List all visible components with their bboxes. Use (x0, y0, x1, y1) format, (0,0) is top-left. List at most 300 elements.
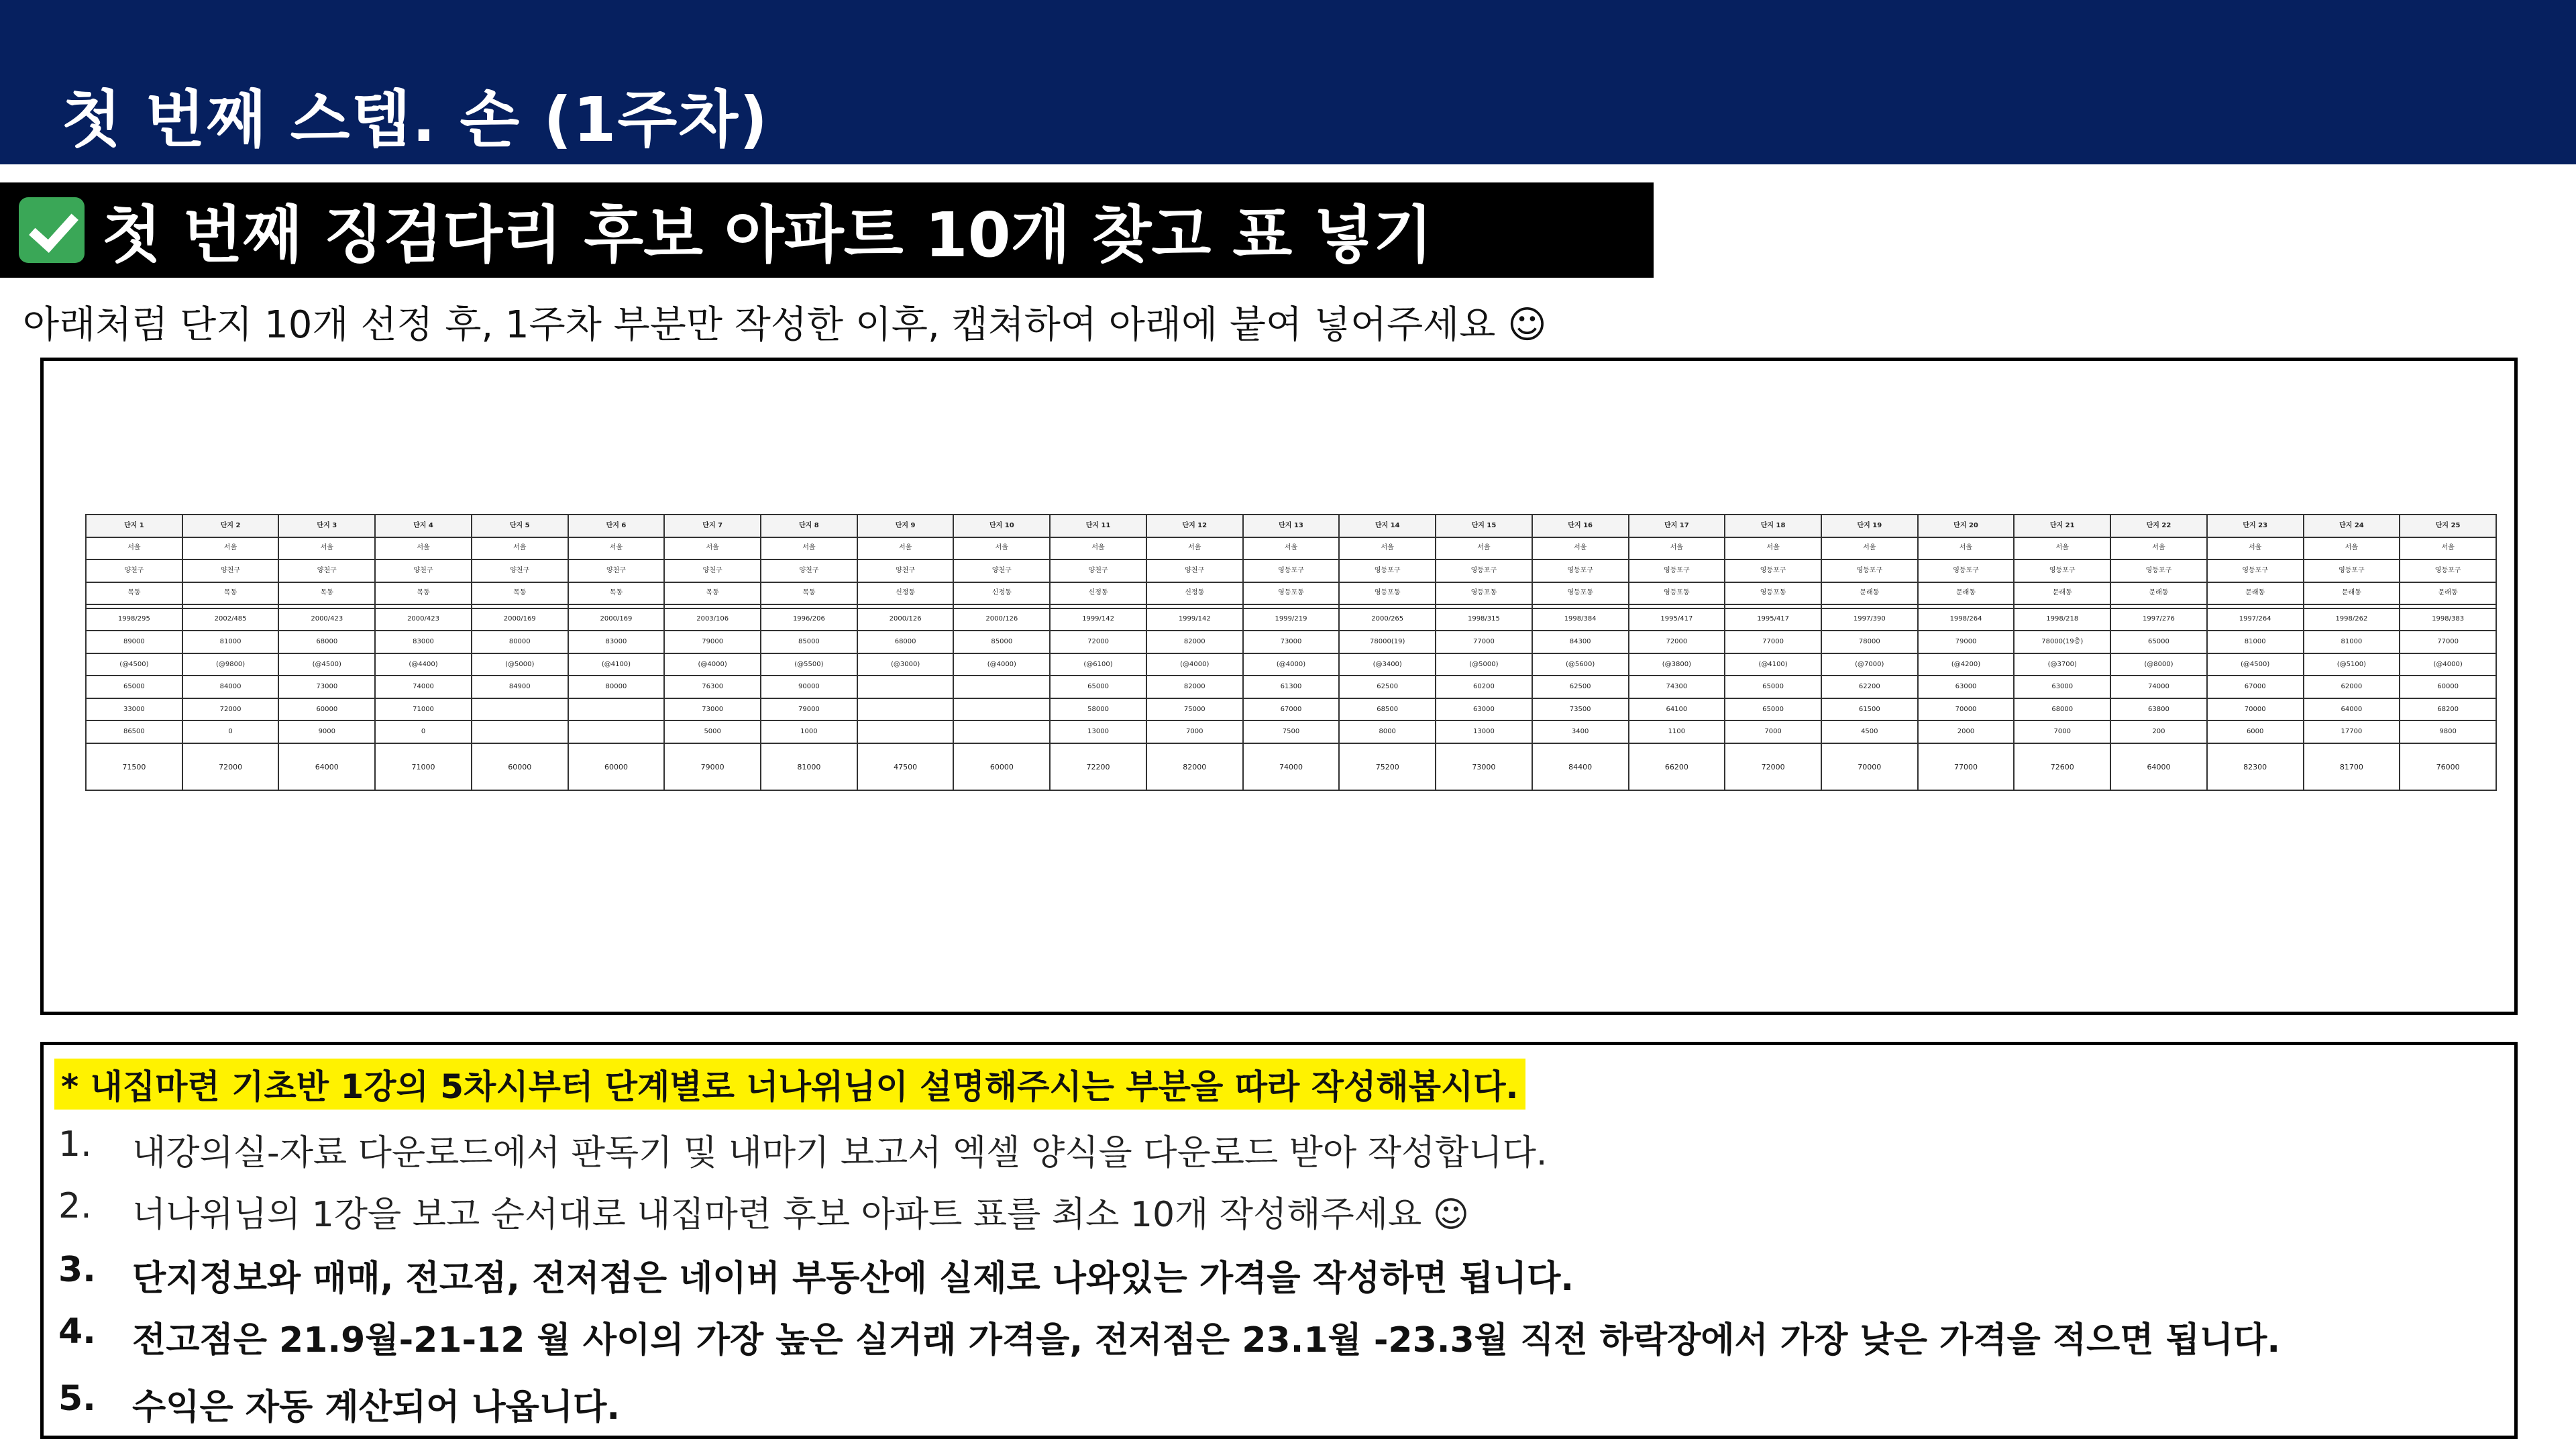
table-cell: 75000 (1146, 698, 1243, 721)
table-cell: 문래동 (2014, 582, 2110, 605)
table-cell: 1000 (761, 720, 857, 743)
table-cell: 0 (375, 720, 472, 743)
table-cell: 70000 (2207, 698, 2304, 721)
table-cell: 70000 (1821, 743, 1918, 790)
table-cell (568, 698, 665, 721)
table-cell: 64000 (2110, 743, 2207, 790)
table-cell: 68500 (1339, 698, 1436, 721)
table-cell: 76300 (664, 676, 761, 698)
table-cell: 문래동 (2400, 582, 2496, 605)
table-cell: 단지 2 (182, 515, 279, 537)
table-cell: 61300 (1243, 676, 1340, 698)
table-cell: 72600 (2014, 743, 2110, 790)
table-cell: 2000/126 (857, 608, 954, 631)
table-cell: 73000 (278, 676, 375, 698)
table-cell: 1998/218 (2014, 608, 2110, 631)
table-cell: 1998/262 (2304, 608, 2400, 631)
table-cell: 7000 (1146, 720, 1243, 743)
table-row (86, 608, 2496, 631)
table-cell (857, 720, 954, 743)
table-cell: (@5000) (1436, 653, 1532, 676)
table-cell: 73000 (1436, 743, 1532, 790)
table-cell: 13000 (1436, 720, 1532, 743)
note-number: 2. (58, 1186, 92, 1226)
table-cell: 목동 (182, 582, 279, 605)
table-cell: 58000 (1050, 698, 1146, 721)
table-cell: 60000 (472, 743, 568, 790)
table-row (86, 720, 2496, 743)
table-cell: 영등포구 (2304, 559, 2400, 582)
table-cell: 서울 (375, 537, 472, 560)
table-cell: 66200 (1629, 743, 1725, 790)
table-cell: 7000 (1725, 720, 1821, 743)
table-cell: 서울 (1629, 537, 1725, 560)
section-title: 첫 번째 징검다리 후보 아파트 10개 찾고 표 넣기 (102, 199, 1433, 271)
table-cell: 82000 (1146, 631, 1243, 653)
table-cell: 84000 (182, 676, 279, 698)
table-cell: 64100 (1629, 698, 1725, 721)
table-cell (857, 698, 954, 721)
table-cell: 서울 (2014, 537, 2110, 560)
table-cell: 4500 (1821, 720, 1918, 743)
table-cell: 7500 (1243, 720, 1340, 743)
table-cell: (@4500) (2207, 653, 2304, 676)
table-cell: 신정동 (1050, 582, 1146, 605)
table-cell: 85000 (761, 631, 857, 653)
table-cell: 65000 (2110, 631, 2207, 653)
table-cell: 79000 (664, 631, 761, 653)
table-cell: 문래동 (1918, 582, 2015, 605)
table-cell: (@5500) (761, 653, 857, 676)
table-cell: 영등포구 (2400, 559, 2496, 582)
table-cell: 13000 (1050, 720, 1146, 743)
table-cell: 1999/142 (1146, 608, 1243, 631)
table-cell: 영등포구 (2207, 559, 2304, 582)
instruction-text (23, 295, 1547, 349)
table-cell: 6000 (2207, 720, 2304, 743)
table-cell: 78000(19) (1339, 631, 1436, 653)
table-cell: 77000 (1436, 631, 1532, 653)
table-cell: 70000 (1918, 698, 2015, 721)
table-cell: 단지 11 (1050, 515, 1146, 537)
table-cell: 서울 (761, 537, 857, 560)
table-cell: 서울 (1339, 537, 1436, 560)
note-item-4 (58, 1311, 2280, 1362)
smile-emoji-icon: ☺ (1507, 303, 1547, 347)
table-cell: 85000 (953, 631, 1050, 653)
table-cell: 단지 12 (1146, 515, 1243, 537)
table-cell: 단지 8 (761, 515, 857, 537)
table-cell: 서울 (1725, 537, 1821, 560)
table-cell: 71500 (86, 743, 182, 790)
table-cell: 영등포구 (1918, 559, 2015, 582)
table-cell: 서울 (1532, 537, 1629, 560)
table-cell: 72000 (182, 698, 279, 721)
table-cell: 0 (182, 720, 279, 743)
table-cell: 목동 (86, 582, 182, 605)
table-cell: (@9800) (182, 653, 279, 676)
table-cell: 1998/384 (1532, 608, 1629, 631)
table-cell: 84900 (472, 676, 568, 698)
table-cell: 82000 (1146, 676, 1243, 698)
note-text: 내강의실-자료 다운로드에서 판독기 및 내마기 보고서 엑셀 양식을 다운로드 받아 작성합니다. (132, 1133, 1548, 1173)
table-cell: 양천구 (568, 559, 665, 582)
table-cell: 문래동 (2110, 582, 2207, 605)
table-row (86, 559, 2496, 582)
table-cell: 60000 (2400, 676, 2496, 698)
table-cell: 63800 (2110, 698, 2207, 721)
table-cell: 영등포동 (1532, 582, 1629, 605)
table-cell: 서울 (1918, 537, 2015, 560)
note-number: 1. (58, 1124, 92, 1165)
table-cell: 33000 (86, 698, 182, 721)
table-cell (953, 720, 1050, 743)
table-cell: (@6100) (1050, 653, 1146, 676)
table-cell: 65000 (1725, 676, 1821, 698)
table-row (86, 631, 2496, 653)
table-cell: 영등포동 (1725, 582, 1821, 605)
table-cell: 7000 (2014, 720, 2110, 743)
table-cell: 서울 (2110, 537, 2207, 560)
table-cell: 73000 (664, 698, 761, 721)
table-cell: 영등포구 (1339, 559, 1436, 582)
table-cell: 68000 (278, 631, 375, 653)
table-cell: (@4500) (86, 653, 182, 676)
table-cell: 60000 (953, 743, 1050, 790)
table-cell: 1998/315 (1436, 608, 1532, 631)
table-cell: 83000 (568, 631, 665, 653)
table-cell: 단지 23 (2207, 515, 2304, 537)
table-cell: 서울 (2207, 537, 2304, 560)
table-cell: 단지 16 (1532, 515, 1629, 537)
table-cell: 1995/417 (1629, 608, 1725, 631)
table-cell: 서울 (953, 537, 1050, 560)
table-cell: 89000 (86, 631, 182, 653)
table-cell: 서울 (1050, 537, 1146, 560)
table-cell: 80000 (472, 631, 568, 653)
table-cell: 68000 (2014, 698, 2110, 721)
table-cell: 서울 (568, 537, 665, 560)
note-item-1 (58, 1124, 1547, 1175)
table-cell: 2000/423 (375, 608, 472, 631)
table-row (86, 515, 2496, 537)
note-text: 전고점은 21.9월-21-12 월 사이의 가장 높은 실거래 가격을, 전저점은 23.1월 -23.3월 직전 하락장에서 가장 낮은 가격을 적으면 됩니다. (132, 1320, 2281, 1360)
table-cell (857, 676, 954, 698)
table-cell: 영등포동 (1339, 582, 1436, 605)
table-cell: 60200 (1436, 676, 1532, 698)
table-cell: 영등포구 (1725, 559, 1821, 582)
table-cell: 74300 (1629, 676, 1725, 698)
table-cell: 84300 (1532, 631, 1629, 653)
instruction-label: 아래처럼 단지 10개 선정 후, 1주차 부분만 작성한 이후, 캡쳐하여 아래에 붙여 넣어주세요 (23, 303, 1496, 347)
table-cell: 서울 (2304, 537, 2400, 560)
table-cell: 단지 3 (278, 515, 375, 537)
table-cell: 79000 (664, 743, 761, 790)
table-cell: 71000 (375, 743, 472, 790)
table-cell: 62500 (1532, 676, 1629, 698)
table-cell: 84400 (1532, 743, 1629, 790)
table-cell: 82000 (1146, 743, 1243, 790)
table-cell: 2000/265 (1339, 608, 1436, 631)
table-cell: 목동 (568, 582, 665, 605)
table-cell: (@4200) (1918, 653, 2015, 676)
table-cell: 79000 (1918, 631, 2015, 653)
table-cell: (@5600) (1532, 653, 1629, 676)
table-cell: 81000 (2304, 631, 2400, 653)
table-cell: 양천구 (857, 559, 954, 582)
table-cell: 영등포동 (1243, 582, 1340, 605)
table-cell: 영등포동 (1629, 582, 1725, 605)
table-cell: 200 (2110, 720, 2207, 743)
table-cell: (@5000) (472, 653, 568, 676)
table-cell: 63000 (1436, 698, 1532, 721)
table-cell: 단지 13 (1243, 515, 1340, 537)
table-cell: 68200 (2400, 698, 2496, 721)
table-cell: 서울 (1436, 537, 1532, 560)
table-cell: 2000 (1918, 720, 2015, 743)
table-cell: 양천구 (1146, 559, 1243, 582)
table-cell: 60000 (278, 698, 375, 721)
table-cell: 82300 (2207, 743, 2304, 790)
table-cell: 단지 4 (375, 515, 472, 537)
table-cell (953, 698, 1050, 721)
table-cell: 영등포구 (1629, 559, 1725, 582)
table-cell: (@4000) (953, 653, 1050, 676)
table-cell: 목동 (375, 582, 472, 605)
table-cell: 목동 (761, 582, 857, 605)
table-cell: 81000 (761, 743, 857, 790)
table-cell: 81000 (182, 631, 279, 653)
table-row (86, 582, 2496, 605)
table-cell: 양천구 (664, 559, 761, 582)
table-cell: 65000 (1050, 676, 1146, 698)
table-cell: 문래동 (1821, 582, 1918, 605)
table-cell: 단지 7 (664, 515, 761, 537)
highlighted-note: * 내집마련 기초반 1강의 5차시부터 단계별로 너나위님이 설명해주시는 부분을 따라 작성해봅시다. (54, 1059, 1525, 1110)
note-number: 3. (58, 1250, 96, 1290)
note-item-5 (58, 1379, 620, 1429)
table-cell (568, 720, 665, 743)
table-row (86, 676, 2496, 698)
table-cell: 1997/390 (1821, 608, 1918, 631)
table-cell: 단지 24 (2304, 515, 2400, 537)
table-cell: 단지 9 (857, 515, 954, 537)
table-cell: 1995/417 (1725, 608, 1821, 631)
table-cell: 1998/264 (1918, 608, 2015, 631)
table-cell: 2000/126 (953, 608, 1050, 631)
table-cell: 73000 (1243, 631, 1340, 653)
table-cell (472, 720, 568, 743)
table-cell: 단지 15 (1436, 515, 1532, 537)
table-cell: 1999/142 (1050, 608, 1146, 631)
table-cell: 영등포구 (1243, 559, 1340, 582)
note-text: 너나위님의 1강을 보고 순서대로 내집마련 후보 아파트 표를 최소 10개 작성해주세요 ☺ (132, 1195, 1469, 1235)
table-cell: 73500 (1532, 698, 1629, 721)
note-number: 5. (58, 1379, 96, 1419)
table-cell: 양천구 (375, 559, 472, 582)
table-cell: 서울 (1821, 537, 1918, 560)
table-cell: 신정동 (1146, 582, 1243, 605)
table-cell: (@4000) (2400, 653, 2496, 676)
table-cell: 단지 17 (1629, 515, 1725, 537)
note-number: 4. (58, 1311, 96, 1352)
table-cell: 62500 (1339, 676, 1436, 698)
table-row (86, 698, 2496, 721)
note-text: 수익은 자동 계산되어 나옵니다. (132, 1387, 621, 1428)
table-row (86, 537, 2496, 560)
table-cell: 단지 18 (1725, 515, 1821, 537)
table-cell: 78000(19층) (2014, 631, 2110, 653)
table-cell: 77000 (2400, 631, 2496, 653)
table-cell: (@4100) (1725, 653, 1821, 676)
table-cell: 74000 (1243, 743, 1340, 790)
table-cell: 1999/219 (1243, 608, 1340, 631)
table-cell: 9000 (278, 720, 375, 743)
table-cell: 1998/295 (86, 608, 182, 631)
table-cell: 74000 (375, 676, 472, 698)
table-cell: 양천구 (953, 559, 1050, 582)
table-cell: 1998/383 (2400, 608, 2496, 631)
table-cell: (@4000) (1146, 653, 1243, 676)
table-cell: 83000 (375, 631, 472, 653)
table-cell: 74000 (2110, 676, 2207, 698)
table-cell: 양천구 (182, 559, 279, 582)
table-cell: 9800 (2400, 720, 2496, 743)
table-cell: 72000 (1629, 631, 1725, 653)
table-cell: (@3700) (2014, 653, 2110, 676)
table-cell: 72000 (1050, 631, 1146, 653)
table-cell: 80000 (568, 676, 665, 698)
table-cell: 64000 (2304, 698, 2400, 721)
table-cell (953, 676, 1050, 698)
title-banner (0, 0, 2576, 164)
table-cell: 68000 (857, 631, 954, 653)
table-cell: 2000/423 (278, 608, 375, 631)
table-cell: 단지 25 (2400, 515, 2496, 537)
table-cell: 77000 (1725, 631, 1821, 653)
table-cell: 양천구 (472, 559, 568, 582)
check-mark-icon (19, 197, 85, 263)
table-row (86, 743, 2496, 790)
table-cell: (@4400) (375, 653, 472, 676)
table-cell: 62200 (1821, 676, 1918, 698)
table-cell: 81700 (2304, 743, 2400, 790)
table-cell: 72000 (1725, 743, 1821, 790)
table-cell: 목동 (664, 582, 761, 605)
table-cell: 단지 20 (1918, 515, 2015, 537)
note-item-3 (58, 1250, 1574, 1300)
table-cell: (@5100) (2304, 653, 2400, 676)
table-cell: (@3800) (1629, 653, 1725, 676)
table-cell: 78000 (1821, 631, 1918, 653)
table-cell: 양천구 (86, 559, 182, 582)
table-cell: 서울 (86, 537, 182, 560)
note-text: 단지정보와 매매, 전고점, 전저점은 네이버 부동산에 실제로 나와있는 가격을 작성하면 됩니다. (132, 1258, 1574, 1299)
table-cell: 영등포구 (1532, 559, 1629, 582)
table-cell: 8000 (1339, 720, 1436, 743)
table-cell: 단지 5 (472, 515, 568, 537)
table-cell: 64000 (278, 743, 375, 790)
table-cell: 영등포구 (2014, 559, 2110, 582)
table-cell: 2000/169 (472, 608, 568, 631)
table-cell: 1100 (1629, 720, 1725, 743)
table-cell: 단지 14 (1339, 515, 1436, 537)
table-cell: (@4000) (664, 653, 761, 676)
table-cell: 5000 (664, 720, 761, 743)
table-cell: 60000 (568, 743, 665, 790)
table-cell: (@3400) (1339, 653, 1436, 676)
table-cell: 1996/206 (761, 608, 857, 631)
table-cell: 3400 (1532, 720, 1629, 743)
table-cell: 63000 (1918, 676, 2015, 698)
table-cell: 서울 (1243, 537, 1340, 560)
table-cell: 단지 10 (953, 515, 1050, 537)
table-cell: 62000 (2304, 676, 2400, 698)
table-cell: 서울 (182, 537, 279, 560)
table-cell: 65000 (86, 676, 182, 698)
table-cell: 72200 (1050, 743, 1146, 790)
table-cell: 서울 (278, 537, 375, 560)
section-header-bar (0, 182, 1654, 278)
table-cell: 목동 (278, 582, 375, 605)
table-cell: 61500 (1821, 698, 1918, 721)
table-cell: 서울 (664, 537, 761, 560)
table-cell: 90000 (761, 676, 857, 698)
table-cell: 72000 (182, 743, 279, 790)
table-cell: 영등포구 (1821, 559, 1918, 582)
table-cell: 79000 (761, 698, 857, 721)
notes-box (40, 1042, 2518, 1439)
table-cell: 서울 (1146, 537, 1243, 560)
table-cell: 신정동 (857, 582, 954, 605)
table-cell: 17700 (2304, 720, 2400, 743)
table-cell: 65000 (1725, 698, 1821, 721)
table-cell: 문래동 (2207, 582, 2304, 605)
table-cell: 81000 (2207, 631, 2304, 653)
table-cell: 2003/106 (664, 608, 761, 631)
apartment-table (85, 514, 2497, 791)
table-cell (472, 698, 568, 721)
table-cell: 63000 (2014, 676, 2110, 698)
table-cell: 서울 (857, 537, 954, 560)
table-cell: 영등포구 (1436, 559, 1532, 582)
table-cell: (@3000) (857, 653, 954, 676)
table-cell: 67000 (2207, 676, 2304, 698)
table-cell: (@7000) (1821, 653, 1918, 676)
table-cell: 서울 (2400, 537, 2496, 560)
table-cell: 86500 (86, 720, 182, 743)
table-cell: 67000 (1243, 698, 1340, 721)
slide-title: 첫 번째 스텝. 손 (1주차) (62, 84, 769, 156)
table-cell: 2002/485 (182, 608, 279, 631)
table-cell: 단지 22 (2110, 515, 2207, 537)
table-cell: 문래동 (2304, 582, 2400, 605)
table-cell: 신정동 (953, 582, 1050, 605)
table-cell: 양천구 (278, 559, 375, 582)
table-cell: 1997/276 (2110, 608, 2207, 631)
table-cell: 1997/264 (2207, 608, 2304, 631)
table-cell: 단지 21 (2014, 515, 2110, 537)
table-cell: 71000 (375, 698, 472, 721)
table-cell: 단지 19 (1821, 515, 1918, 537)
table-cell: 영등포동 (1436, 582, 1532, 605)
note-item-2 (58, 1186, 1469, 1236)
table-cell: 양천구 (761, 559, 857, 582)
table-cell: 76000 (2400, 743, 2496, 790)
table-cell: (@4500) (278, 653, 375, 676)
table-cell: 단지 6 (568, 515, 665, 537)
table-cell: 서울 (472, 537, 568, 560)
